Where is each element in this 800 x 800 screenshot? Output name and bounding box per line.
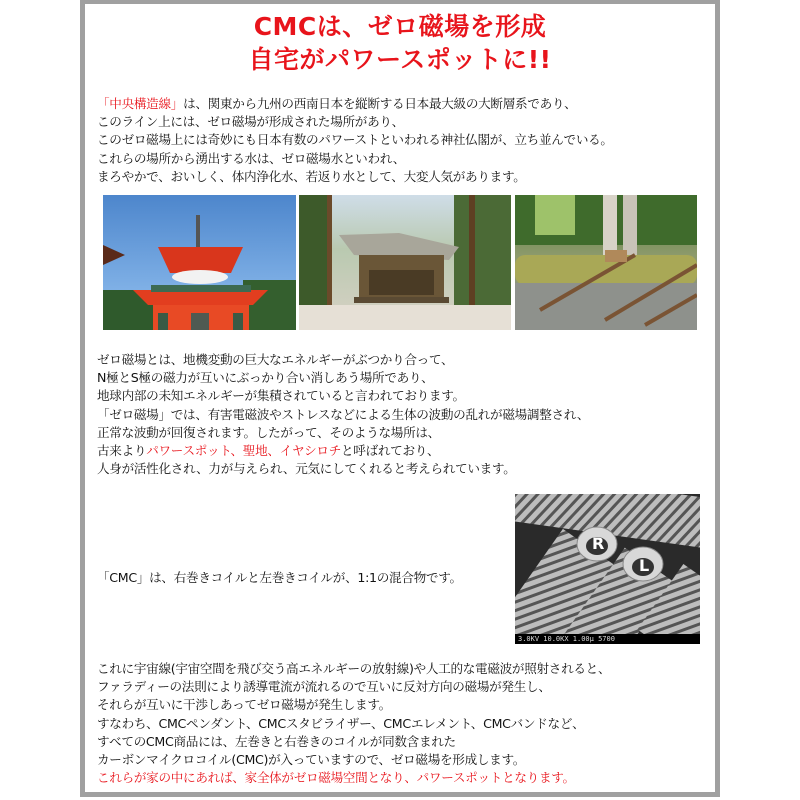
content-frame	[80, 0, 720, 797]
text-line: カーボンマイクロコイル(CMC)が入っていますので、ゼロ磁場を形成します。	[97, 752, 526, 768]
mechanism-paragraph	[97, 660, 610, 787]
text-line: このライン上には、ゼロ磁場が形成された場所があり、	[97, 114, 404, 130]
pagoda-photo	[103, 195, 296, 330]
text-line: ゼロ磁場とは、地機変動の巨大なエネルギーがぶつかり合って、	[97, 352, 454, 367]
text-line: ファラディーの法則により誘導電流が流れるので互いに反対方向の磁場が発生し、	[97, 679, 551, 695]
text-line: これに宇宙線(宇宙空間を飛び交う高エネルギーの放射線)や人工的な電磁波が照射されると、	[97, 661, 611, 676]
water-basin-photo	[515, 195, 697, 330]
conclusion-line: これらが家の中にあれば、家全体がゼロ磁場空間となり、パワースポットとなります。	[97, 770, 575, 786]
right-coil-label: R	[592, 534, 605, 553]
text-line: まろやかで、おいしく、体内浄化水、若返り水として、大変人気があります。	[97, 168, 526, 184]
text-line: 正常な波動が回復されます。したがって、そのような場所は、	[97, 424, 440, 440]
text-line: このゼロ磁場上には奇妙にも日本有数のパワーストといわれる神社仏閣が、立ち並んでいる。	[97, 132, 613, 148]
highlight-term: 「中央構造線」	[97, 96, 184, 111]
coil-illustration	[515, 494, 700, 634]
cmc-definition: 「CMC」は、右巻きコイルと左巻きコイルが、1:1の混合物です。	[97, 570, 462, 585]
text-line: 人身が活性化され、力が与えられ、元気にしてくれると考えられています。	[97, 461, 516, 477]
headline-line-1: CMCは、ゼロ磁場を形成	[253, 12, 547, 41]
text-line	[97, 95, 613, 113]
pagoda-illustration	[103, 195, 296, 330]
text-span: と呼ばれており、	[341, 443, 440, 459]
text-line: N極とS極の磁力が互いにぶっかり合い消しあう場所であり、	[97, 370, 434, 386]
text-span: 古来より	[97, 443, 147, 459]
text-line: すべてのCMC商品には、左巻きと右巻きのコイルが同数含まれた	[97, 733, 456, 749]
intro-paragraph	[97, 95, 613, 186]
photo-strip	[103, 195, 703, 330]
text-line: これらの場所から湧出する水は、ゼロ磁場水といわれ、	[97, 150, 406, 166]
text-line	[97, 442, 589, 460]
coil-micrograph	[515, 494, 700, 644]
text-line: 「ゼロ磁場」では、有害電磁波やストレスなどによる生体の波動の乱れが磁場調整され、	[97, 406, 590, 422]
sem-scale-bar: 3.0KV 10.0KX 1.00μ 5700	[515, 634, 700, 644]
text-line: すなわち、CMCペンダント、CMCスタビライザー、CMCエレメント、CMCバンドなど、	[97, 715, 585, 731]
shrine-illustration	[299, 195, 511, 330]
text-line: それらが互いに干渉しあってゼロ磁場が発生します。	[97, 697, 391, 713]
zero-field-paragraph	[97, 351, 589, 478]
left-coil-label: L	[639, 556, 650, 575]
headline-line-2: 自宅がパワースポットに!!	[248, 45, 552, 74]
headline	[85, 10, 715, 76]
basin-illustration	[515, 195, 697, 330]
text-line: 地球内部の未知エネルギーが集積されていると言われております。	[97, 388, 465, 404]
text-span: は、関東から九州の西南日本を縦断する日本最大級の大断層系であり、	[183, 96, 577, 111]
highlight-term: パワースポット、聖地、イヤシロチ	[146, 443, 341, 459]
shrine-photo	[299, 195, 511, 330]
